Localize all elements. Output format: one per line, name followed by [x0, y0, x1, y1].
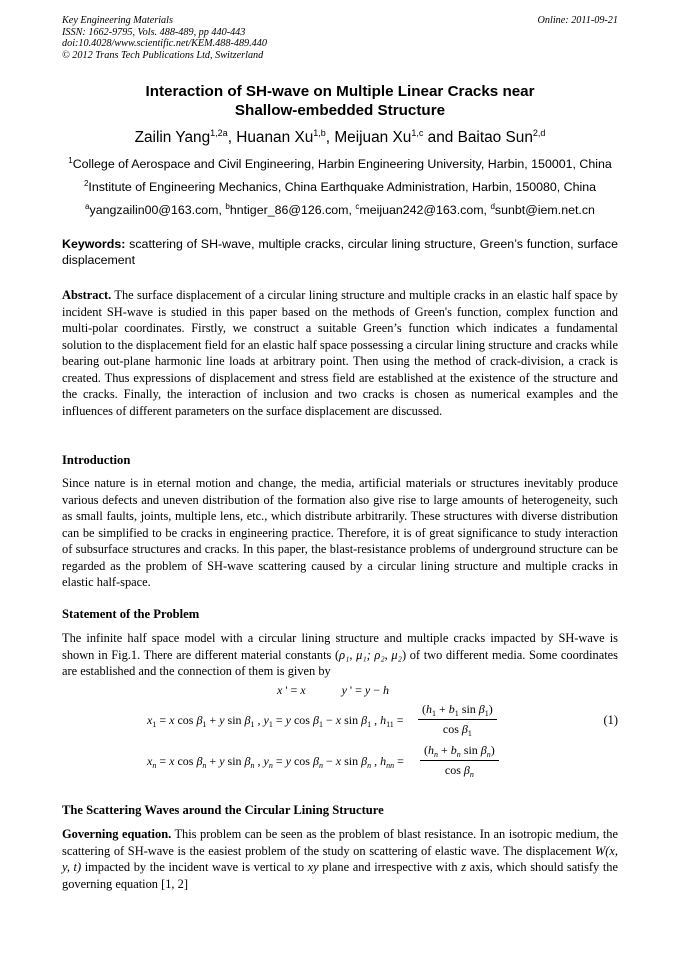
equation-rotation-n: $x_n = x$ $\cos \beta_n + y$ $\sin \beta_n$ , $y_n = y$ $\cos \beta_n - x$ $\sin \beta_n$ , $h_{nn}$ = — [147, 754, 404, 770]
axis-symbol: z — [461, 860, 467, 874]
journal-issn: ISSN: 1662-9795, Vols. 488-489, pp 440-443 — [62, 26, 246, 38]
author-affil-mark: 2,d — [532, 128, 546, 138]
author-affil-mark: 1,c — [411, 128, 424, 138]
affiliation-2 — [62, 180, 618, 195]
keywords-text: scattering of SH-wave, multiple cracks, circular lining structure, Green’s function, surface displacement — [62, 237, 618, 267]
author-name: Zailin Yang — [134, 129, 211, 146]
email-mark: b — [225, 202, 230, 211]
equation-rotation-1: $x_1 = x$ $\cos \beta_1 + y$ $\sin \beta_1$ , $y_1 = y$ $\cos \beta_1 - x$ $\sin \beta_1$ , $h_{11}$ = — [147, 713, 404, 729]
governing-equation-paragraph — [62, 826, 618, 892]
journal-copyright: © 2012 Trans Tech Publications Ltd, Switzerland — [62, 49, 264, 61]
affiliation-text: Institute of Engineering Mechanics, China Earthquake Administration, Harbin, 150080, China — [88, 180, 597, 194]
statement-paragraph — [62, 630, 618, 680]
author-name: Huanan Xu — [236, 129, 314, 146]
author-list — [62, 128, 618, 148]
author-affil-mark: 1,b — [313, 128, 326, 138]
governing-text: plane and irrespective with — [318, 860, 462, 874]
email-mark: a — [85, 202, 90, 211]
abstract-label: Abstract. — [62, 288, 112, 302]
author-affil-mark: 1,2a — [210, 128, 228, 138]
online-date: Online: 2011-09-21 — [537, 15, 618, 26]
paper-title-line-1: Interaction of SH-wave on Multiple Linear Cracks near — [145, 83, 535, 100]
paper-title-line-2: Shallow-embedded Structure — [234, 102, 446, 119]
statement-text: The infinite half space model with a circular lining structure and multiple cracks impacted by SH-wave is shown in Fig.1. There are different material constants ( — [62, 631, 618, 662]
keywords-paragraph — [62, 236, 618, 268]
author-separator: , — [227, 129, 237, 146]
section-heading-introduction: Introduction — [62, 453, 131, 467]
affiliation-mark: 1 — [68, 156, 73, 165]
author-emails — [62, 203, 618, 218]
author-separator: , — [325, 129, 335, 146]
email-link[interactable]: hntiger_86@126.com, — [229, 203, 356, 217]
fraction-h11: $\frac{(h_1 + b_1 \sin \beta_1)}{\cos \beta_1}$ — [418, 702, 497, 737]
journal-name: Key Engineering Materials — [62, 15, 173, 26]
author-name: Meijuan Xu — [334, 129, 412, 146]
email-link[interactable]: meijuan242@163.com, — [359, 203, 491, 217]
material-constants: ρ₁, μ₁; ρ₂, μ₂ — [339, 647, 402, 662]
governing-text: impacted by the incident wave is vertical to — [81, 860, 308, 874]
email-link[interactable]: sunbt@iem.net.cn — [494, 203, 595, 217]
governing-text: axis, which should satisfy the governing equation [1, 2] — [62, 860, 618, 891]
abstract-paragraph — [62, 287, 618, 419]
plane-symbol: xy — [307, 860, 319, 874]
author-separator: and — [423, 129, 458, 146]
email-mark: d — [490, 202, 495, 211]
journal-doi: doi:10.4028/www.scientific.net/KEM.488-489.440 — [62, 38, 267, 50]
keywords-label: Keywords: — [62, 237, 126, 251]
introduction-paragraph: Since nature is in eternal motion and change, the media, artificial materials or structures inevitably produce various defects and uneven distribution of the formation also give rise to large amounts of heterogeneity, such as small faults, joints, multiple lens, etc., which distribute arbitrarily. These structures with diverse distribution can be simplified to be cracks in engineering practice. Therefore, it is of great significance to study interaction of subsurface structures and cracks. In this paper, the blast-resistance problems of underground structure can be regarded as the problem of SH-wave scattering caused by a circular lining structure and multiple cracks in elastic half-space. — [62, 476, 618, 589]
paper-title — [62, 82, 618, 120]
section-heading-statement: Statement of the Problem — [62, 607, 200, 621]
equation-coord-shift: x ' = x y ' = y − h — [277, 683, 389, 697]
affiliation-1 — [62, 157, 618, 172]
section-heading-scattering: The Scattering Waves around the Circular Lining Structure — [62, 803, 384, 817]
journal-header — [62, 15, 618, 61]
abstract-text: The surface displacement of a circular lining structure and multiple cracks in an elastic half space by incident SH-wave is studied in this paper based on the methods of Green's function, complex function and multi-polar coordinates. Firstly, we construct a suitable Green’s function which indicates a fundamental solution to the displacement field for an elastic half space possessing a circular lining structure and cracks while bearing out-plane harmonic line loads at arbitrary point. Then using the method of crack-division, a crack is created. Thus expressions of displacement and stress field are established at the existence of the structure and the cracks. Finally, the interaction of inclusion and two cracks is chosen as numerical examples and the influences of different parameters on the surface displacement are discussed. — [62, 288, 618, 418]
fraction-hnn: $\frac{(h_n + b_n \sin \beta_n)}{\cos \beta_n}$ — [420, 743, 499, 778]
author-name: Baitao Sun — [457, 129, 533, 146]
affiliation-text: College of Aerospace and Civil Engineering, Harbin Engineering University, Harbin, 150001, China — [72, 157, 612, 171]
governing-label: Governing equation. — [62, 827, 172, 841]
email-mark: c — [355, 202, 360, 211]
email-link[interactable]: yangzailin00@163.com, — [89, 203, 226, 217]
governing-text: This problem can be seen as the problem of blast resistance. In an isotropic medium, the scattering of SH-wave is the easiest problem of the study on scattering of elastic wave. The displacement — [62, 827, 618, 858]
equation-number: (1) — [603, 713, 618, 727]
displacement-symbol: W(x, y, t) — [62, 843, 618, 874]
affiliation-mark: 2 — [83, 179, 89, 188]
statement-text: ) of two different media. Some coordinates are established and the connection of them is given by — [62, 647, 618, 678]
